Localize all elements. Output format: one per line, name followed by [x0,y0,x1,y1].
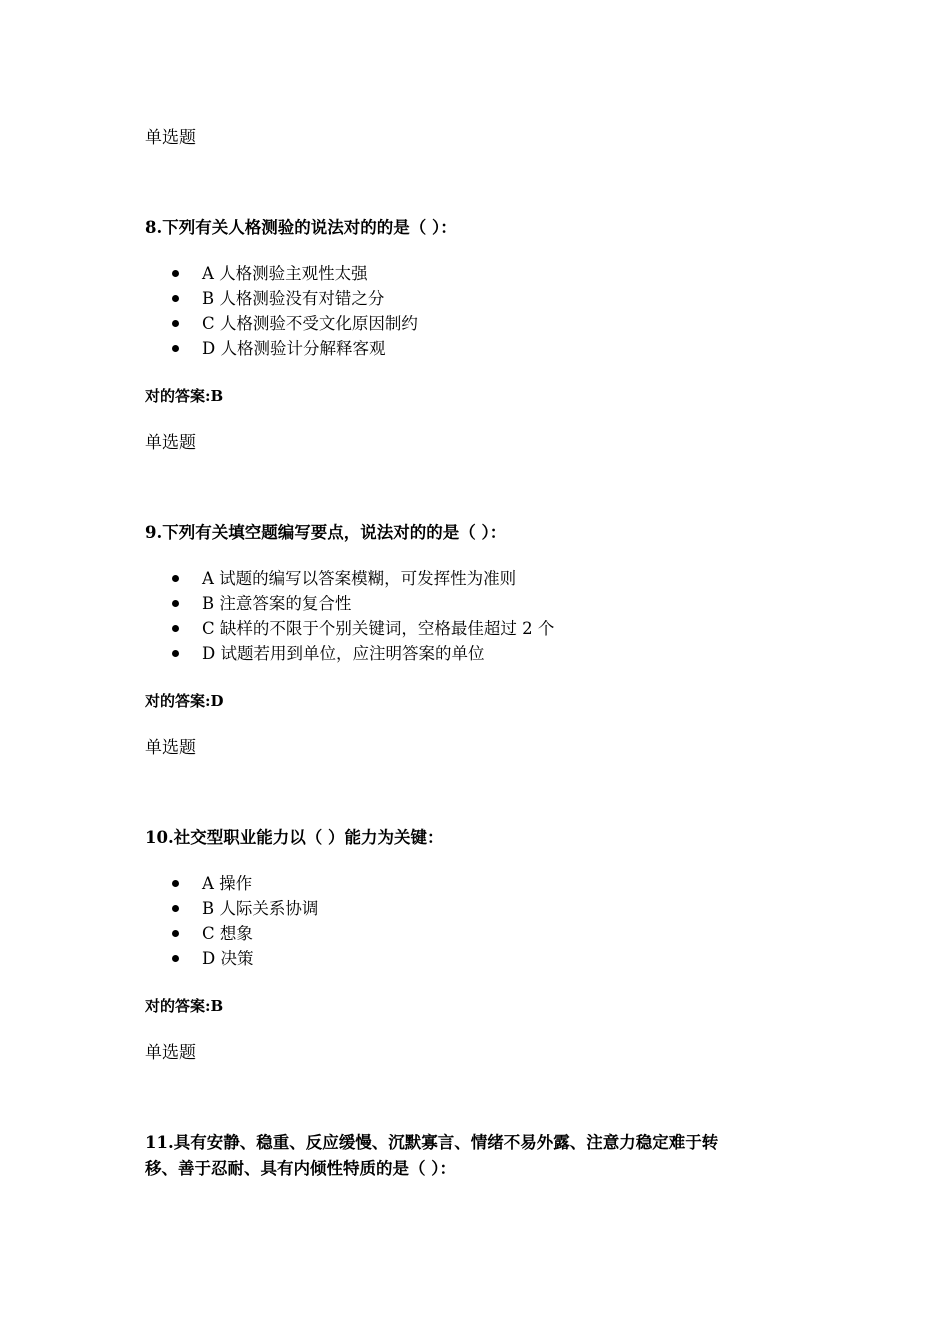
bullet-icon [172,625,179,632]
bullet-icon [172,955,179,962]
bullet-icon [172,905,179,912]
option-c [170,921,318,946]
question-10-stem: 10.社交型职业能力以（ ）能力为关键： [145,828,444,847]
question-10-answer: 对的答案:B [145,997,224,1015]
question-8-options [170,261,418,361]
question-type-label: 单选题 [145,738,196,758]
option-b [170,591,554,616]
option-text: D 人格测验计分解释客观 [202,339,386,358]
option-text: B 人格测验没有对错之分 [202,289,385,308]
question-9-options [170,566,554,666]
bullet-icon [172,320,179,327]
option-text: A 操作 [202,874,253,893]
option-text: C 想象 [202,924,253,943]
option-b [170,286,418,311]
bullet-icon [172,270,179,277]
question-9-answer: 对的答案:D [145,692,224,710]
option-text: A 人格测验主观性太强 [202,264,368,283]
option-text: D 决策 [202,949,254,968]
question-8-stem: 8.下列有关人格测验的说法对的的是（ ）： [145,218,457,237]
bullet-icon [172,930,179,937]
option-a [170,871,318,896]
option-c [170,616,554,641]
option-a [170,261,418,286]
option-text: C 人格测验不受文化原因制约 [202,314,418,333]
bullet-icon [172,295,179,302]
option-text: C 缺样的不限于个别关键词，空格最佳超过 2 个 [202,619,555,638]
bullet-icon [172,880,179,887]
option-text: B 注意答案的复合性 [202,594,352,613]
option-a [170,566,554,591]
question-type-label: 单选题 [145,128,196,148]
question-11-stem-line-1: 11.具有安静、稳重、反应缓慢、沉默寡言、情绪不易外露、注意力稳定难于转 [145,1133,719,1152]
option-c [170,311,418,336]
option-text: D 试题若用到单位，应注明答案的单位 [202,644,485,663]
option-d [170,946,318,971]
question-10-options [170,871,318,971]
option-b [170,896,318,921]
bullet-icon [172,575,179,582]
option-text: A 试题的编写以答案模糊，可发挥性为准则 [202,569,517,588]
bullet-icon [172,650,179,657]
option-d [170,641,554,666]
question-9-stem: 9.下列有关填空题编写要点，说法对的的是（ ）： [145,523,507,542]
question-type-label: 单选题 [145,433,196,453]
question-11-stem-line-2: 移、善于忍耐、具有内倾性特质的是（ ）： [145,1159,456,1178]
bullet-icon [172,600,179,607]
bullet-icon [172,345,179,352]
option-text: B 人际关系协调 [202,899,319,918]
question-type-label: 单选题 [145,1043,196,1063]
option-d [170,336,418,361]
question-8-answer: 对的答案:B [145,387,224,405]
